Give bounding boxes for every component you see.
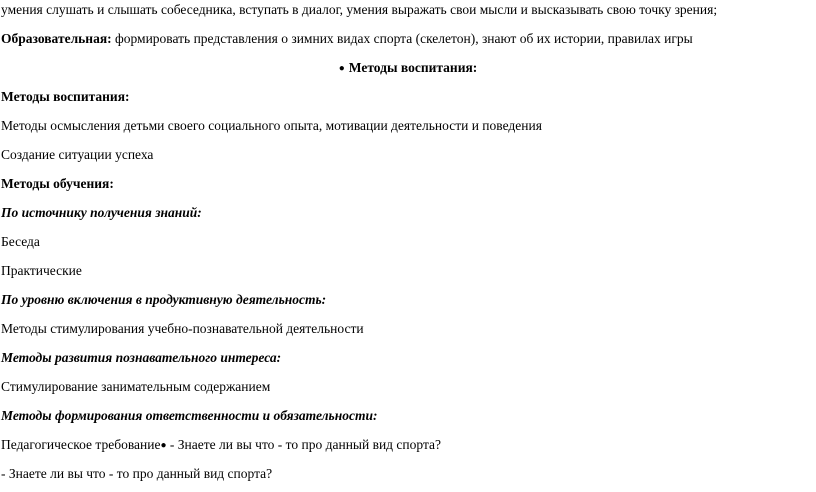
- methods-upbringing-text-1: Методы осмысления детьми своего социального опыта, мотивации деятельности и поведения: [1, 118, 542, 133]
- bullet-icon: ●: [160, 440, 167, 451]
- level-heading: По уровню включения в продуктивную деятельность:: [1, 292, 327, 307]
- educational-text: формировать представления о зимних видах спорта (скелетон), знают об их истории, правилах игры: [111, 31, 693, 46]
- responsibility-heading: Методы формирования ответственности и обязательности:: [1, 408, 378, 423]
- level-text: Методы стимулирования учебно-познавательной деятельности: [1, 321, 364, 336]
- pedagogical-demand-question: - Знаете ли вы что - то про данный вид спорта?: [166, 437, 442, 452]
- bullet-icon: ●: [338, 63, 345, 74]
- last-question-line: - Знаете ли вы что - то про данный вид спорта?: [1, 466, 273, 481]
- interest-heading: Методы развития познавательного интереса:: [1, 350, 282, 365]
- source-item-conversation: Беседа: [1, 234, 40, 249]
- source-item-practical: Практические: [1, 263, 82, 278]
- educational-label: Образовательная:: [1, 31, 112, 46]
- paragraph-educational: [1, 31, 693, 47]
- source-of-knowledge-heading: По источнику получения знаний:: [1, 205, 202, 220]
- bullet-heading: Методы воспитания:: [348, 60, 478, 75]
- paragraph-line-1: умения слушать и слышать собеседника, вступать в диалог, умения выражать свои мысли и высказывать свою точку зрения;: [1, 2, 718, 17]
- interest-text: Стимулирование занимательным содержанием: [1, 379, 271, 394]
- pedagogical-demand-line: [1, 437, 441, 454]
- methods-upbringing-heading: Методы воспитания:: [1, 89, 130, 104]
- methods-upbringing-text-2: Создание ситуации успеха: [1, 147, 154, 162]
- pedagogical-demand-text: Педагогическое требование: [1, 437, 161, 452]
- methods-teaching-heading: Методы обучения:: [1, 176, 114, 191]
- bullet-heading-line: [0, 60, 816, 77]
